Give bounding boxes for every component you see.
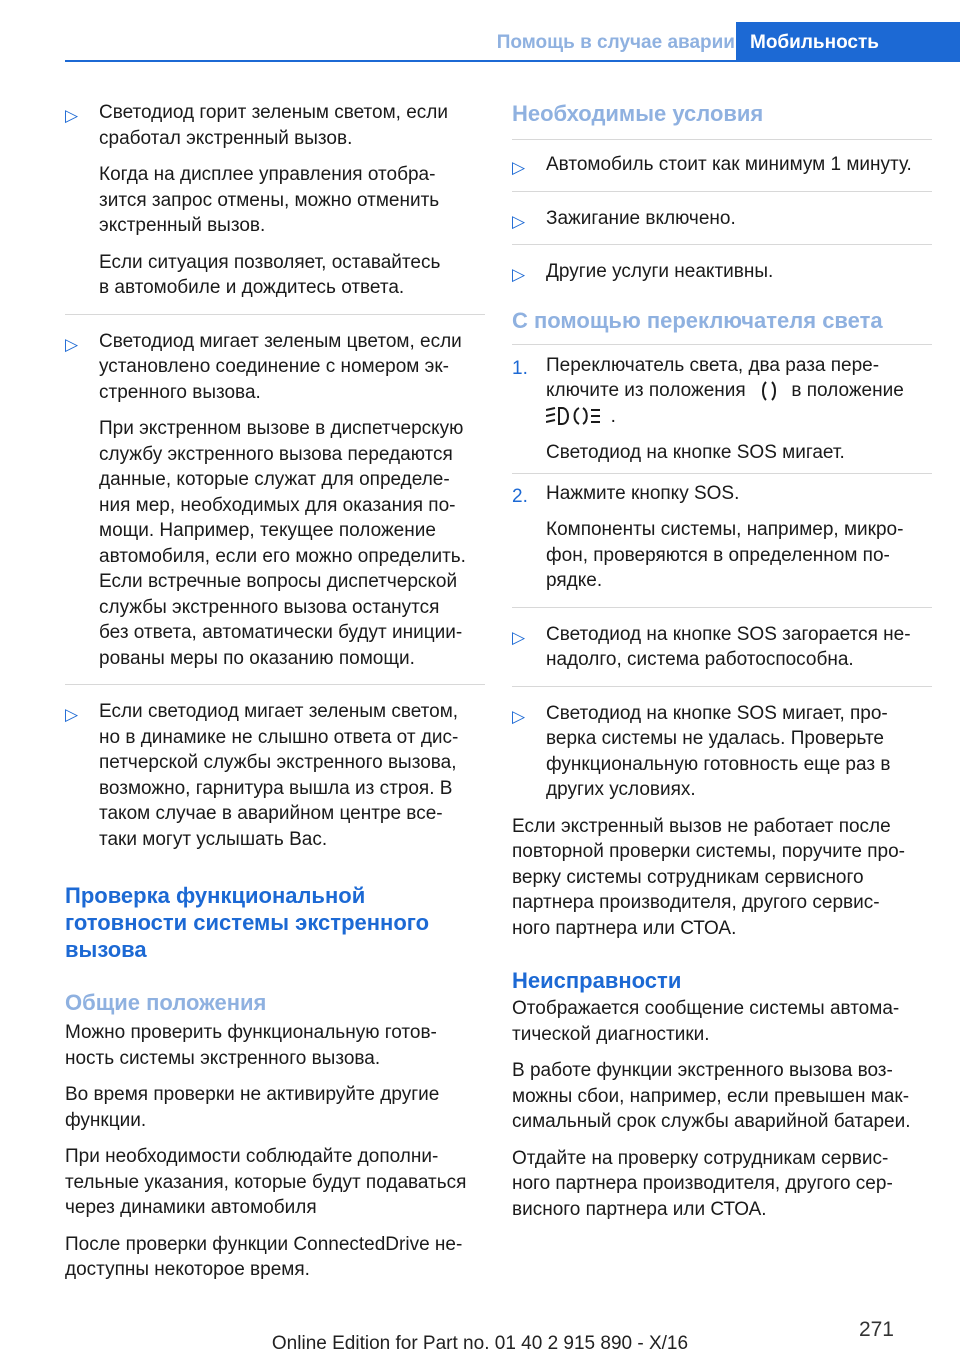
- heading-check: Проверка функциональной готовности системы экстренного вызова: [65, 883, 430, 962]
- left-column: [65, 100, 485, 1283]
- paragraph: После проверки функции ConnectedDrive не‐ доступны некоторое время.: [65, 1233, 463, 1280]
- divider: [512, 686, 932, 687]
- step-item: 1. Переключатель света, два раза пере‐ ключите из положения в положение . Светодиод на кнопке SOS мигает.: [512, 354, 904, 463]
- paragraph: Можно проверить функциональную готов‐ ность системы экстренного вызова.: [65, 1022, 437, 1069]
- triangle-bullet-icon: ▷: [65, 106, 79, 125]
- triangle-bullet-icon: ▷: [512, 211, 526, 231]
- headlight-icon: [546, 405, 600, 427]
- paragraph: При необходимости соблюдайте дополни‐ тельные указания, которые будут подаваться через динамики автомобиля: [65, 1146, 467, 1218]
- paragraph: Во время проверки не активируйте другие функции.: [65, 1084, 440, 1131]
- list-item: ▷ Автомобиль стоит как минимум 1 минуту.: [512, 152, 932, 178]
- parking-light-icon: [762, 380, 776, 402]
- divider: [512, 191, 932, 192]
- divider: [512, 473, 932, 474]
- paragraph: В работе функции экстренного вызова воз‐ можны сбои, например, если превышен мак‐ симальный срок службы аварийной батареи.: [512, 1060, 911, 1132]
- triangle-bullet-icon: ▷: [512, 627, 526, 647]
- triangle-bullet-icon: ▷: [65, 705, 79, 724]
- divider: [512, 607, 932, 608]
- divider: [65, 314, 485, 315]
- header-rule: [65, 60, 960, 62]
- edition-line: Online Edition for Part no. 01 40 2 915 890 - X/16: [271, 1333, 689, 1354]
- section-title: Помощь в случае аварии: [496, 32, 735, 53]
- divider: [512, 139, 932, 140]
- page-number: 271: [858, 1318, 894, 1341]
- paragraph: Отдайте на проверку сотрудникам сервис‐ ного партнера производителя, другого сер‐ висного партнера или СТОА.: [512, 1147, 893, 1220]
- chapter-tab: Мобильность: [736, 22, 960, 62]
- step-number: 1.: [512, 357, 528, 379]
- heading-switch: С помощью переключателя света: [512, 307, 883, 333]
- heading-general: Общие положения: [65, 990, 267, 1015]
- heading-faults: Неисправности: [512, 968, 682, 993]
- list-item: ▷ Другие услуги неактивны.: [512, 259, 932, 285]
- paragraph: Отображается сообщение системы автома‐ тической диагностики.: [512, 998, 900, 1045]
- triangle-bullet-icon: ▷: [512, 265, 526, 284]
- triangle-bullet-icon: ▷: [65, 334, 79, 354]
- divider: [512, 344, 932, 345]
- triangle-bullet-icon: ▷: [512, 706, 526, 726]
- divider: [512, 244, 932, 245]
- right-column: [512, 100, 932, 1222]
- list-item: ▷ Светодиод мигает зеленым цветом, если установлено соединение с номером эк‐ стренного вызова. При экстренном вызове в диспетчерскую службу экстренного вызова передаются данные, которые служат для определе‐ ния мер, необходимых для оказания по‐ мощи. Например, текущее положение автомобиля, если его можно определить. Если встречные вопросы диспетчерской службы экстренного вызова останутся без ответа, автоматически будут иниции‐ рованы меры по оказанию помощи.: [65, 330, 466, 669]
- paragraph: Если экстренный вызов не работает после повторной проверки системы, поручите про‐ верку системы сотрудникам сервисного партнера производителя, другого сервис‐ ного партнера или СТОА.: [512, 815, 905, 939]
- list-item: ▷ Светодиод на кнопке SOS загорается не‐ надолго, система работоспособна.: [512, 623, 911, 670]
- list-item: ▷ Светодиод на кнопке SOS мигает, про‐ верка системы не удалась. Проверьте функциональную готовность еще раз в других условиях.: [512, 702, 891, 800]
- heading-conditions: Необходимые условия: [512, 101, 764, 126]
- step-number: 2.: [512, 485, 528, 507]
- divider: [65, 684, 485, 685]
- triangle-bullet-icon: ▷: [512, 158, 526, 177]
- list-item: ▷ Зажигание включено.: [512, 206, 932, 232]
- list-item: ▷ Если светодиод мигает зеленым светом, но в динамике не слышно ответа от дис‐ петчерской службы экстренного вызова, возможно, гарнитура вышла из строя. В таком случае в аварийном центре все- таки могут услышать Вас.: [65, 701, 459, 850]
- step-item: 2. Нажмите кнопку SOS. Компоненты системы, например, микро‐ фон, проверяются в определенном по‐ рядке.: [512, 482, 904, 591]
- list-item: ▷ Светодиод горит зеленым светом, если сработал экстренный вызов. Когда на дисплее управления отобра‐ зится запрос отмены, можно отменить экстренный вызов. Если ситуация позволяет, оставайтесь в автомобиле и дождитесь ответа.: [65, 102, 448, 298]
- page-header: [65, 22, 960, 62]
